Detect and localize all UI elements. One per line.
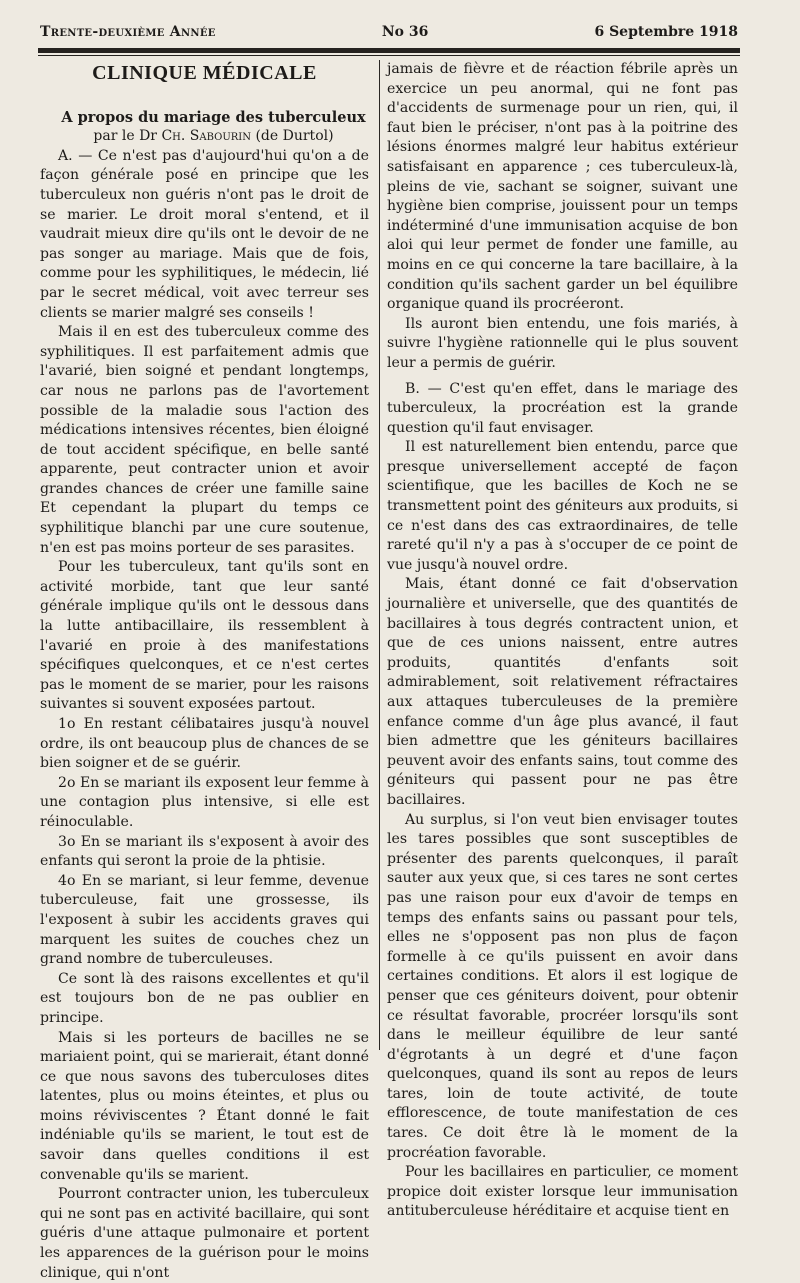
paragraph: Au surplus, si l'on veut bien envisager toutes les tares possibles que sont susceptibles de présenter des parents quelconques, il paraît sauter aux yeux que, si ces tares ne sont certes pas une raison pour eux d'avoir de temps en temps des enfants sains ou passant pour tels, elles ne s'opposent pas non plus de façon formelle à ce qu'ils puissent en avoir dans certaines conditions. Et alors il est logique de penser que ces géniteurs doivent, pour obtenir ce résultat favorable, procréer lorsqu'ils sont dans le meilleur équilibre de leur santé d'égrotants à un degré et d'une façon quelconques, quand ils sont au repos de leurs tares, loin de toute activité, de toute efflorescence, de toute manifestation de ces tares. Ce doit être là le moment de la procréation favorable. <box>387 811 738 1161</box>
paragraph: 4o En se mariant, si leur femme, devenue tuberculeuse, fait une grossesse, ils l'exposent à subir les accidents graves qui marquent les suites de couches chez un grand nombre de tuberculeuses. <box>40 872 369 968</box>
paragraph: B. — C'est qu'en effet, dans le mariage des tuberculeux, la procréation est la grande question qu'il faut envisager. <box>387 380 738 436</box>
issue-date: 6 Septembre 1918 <box>594 24 738 40</box>
section-title: CLINIQUE MÉDICALE <box>92 62 317 84</box>
byline-prefix: par le Dr <box>93 128 158 145</box>
byline-place: (de Durtol) <box>255 128 334 145</box>
volume-year: Trente-deuxième Année <box>40 24 216 40</box>
column-divider <box>379 60 380 1050</box>
paragraph: A. — Ce n'est pas d'aujourd'hui qu'on a de façon générale posé en principe que les tuberculeux non guéris n'ont pas le droit de se marier. Le droit moral s'entend, et il vaudrait mieux dire qu'ils ont le devoir de ne pas songer au mariage. Mais que de fois, comme pour les syphilitiques, le médecin, lié par le secret médical, voit avec terreur ses clients se marier malgré ses conseils ! <box>40 147 369 321</box>
paragraph: Pour les bacillaires en particulier, ce moment propice doit exister lorsque leur immunisation antituberculeuse héréditaire et acquise tient en <box>387 1164 738 1220</box>
byline-author: Ch. Sabourin <box>161 128 252 145</box>
article-byline <box>40 127 369 147</box>
paragraph: Mais, étant donné ce fait d'observation journalière et universelle, que des quantités de bacillaires à tous degrés contractent union, et que de ces unions naissent, entre autres produits, quantités d'enfants soit admirablement, soit relativement réfractaires aux attaques tuberculeuses de la première enfance comme d'un âge plus avancé, il faut bien admettre que les géniteurs bacillaires peuvent avoir des enfants sains, tout comme des géniteurs qui passent pour ne pas être bacillaires. <box>387 576 738 808</box>
left-column <box>40 60 369 1283</box>
issue-number: No 36 <box>381 24 429 40</box>
paragraph: Mais si les porteurs de bacilles ne se mariaient point, qui se marierait, étant donné ce que nous savons des tuberculoses dites latentes, plus ou moins éteintes, et plus ou moins réviviscentes ? Étant donné le fait indéniable qu'ils se marient, le tout est de savoir dans quelles conditions il est convenable qu'ils se marient. <box>40 1029 369 1183</box>
paragraph: 3o En se mariant ils s'exposent à avoir des enfants qui seront la proie de la phtisie. <box>40 833 369 870</box>
paragraph: Il est naturellement bien entendu, parce que presque universellement accepté de façon scientifique, que les bacilles de Koch ne se transmettent point des géniteurs aux produits, si ce n'est dans des cas extraordinaires, de telle rareté qu'il n'y a pas à s'occuper de ce point de vue jusqu'à nouvel ordre. <box>387 439 738 573</box>
paragraph: jamais de fièvre et de réaction fébrile après un exercice un peu anormal, qui ne font pas d'accidents de surmenage pour un rien, qui, il faut bien le préciser, n'ont pas à la poitrine des lésions énormes malgré leur habitus extérieur satisfaisant en apparence ; ces tuberculeux-là, pleins de vie, sachant se soigner, suivant une hygiène bien comprise, jouissent pour un temps indéterminé d'une immunisation acquise de bon aloi qui leur permet de fonder une famille, au moins en ce qui concerne la tare bacillaire, à la condition qu'ils sachent garder un bel équilibre organique quand ils procréeront. <box>387 61 738 313</box>
header-rule-thin <box>38 55 740 56</box>
paragraph: 2o En se mariant ils exposent leur femme à une contagion plus intensive, si elle est réinoculable. <box>40 774 369 830</box>
paragraph: Pourront contracter union, les tuberculeux qui ne sont pas en activité bacillaire, qui sont guéris d'une attaque pulmonaire et portent les apparences de la guérison pour le moins clinique, qui n'ont <box>40 1186 369 1281</box>
paragraph: Mais il en est des tuberculeux comme des syphilitiques. Il est parfaitement admis que l'avarié, bien soigné et pendant longtemps, car nous ne parlons pas de l'avortement possible de la maladie sous l'action des médications intensives récentes, bien éloigné de tout accident spécifique, en belle santé apparente, peut contracter union et avoir grandes chances de créer une famille saine Et cependant la plupart du temps ce syphilitique blanchi par une cure soutenue, n'en est pas moins porteur de ses parasites. <box>40 324 369 556</box>
paragraph: 1o En restant célibataires jusqu'à nouvel ordre, ils ont beaucoup plus de chances de se bien soigner et de se guérir. <box>40 716 369 772</box>
paragraph: Ils auront bien entendu, une fois mariés, à suivre l'hygiène rationnelle qui le plus souvent leur a permis de guérir. <box>387 315 738 371</box>
header-rule-thick <box>38 48 740 53</box>
running-header <box>40 24 738 40</box>
article-title: A propos du mariage des tuberculeux <box>61 108 366 126</box>
paragraph: Pour les tuberculeux, tant qu'ils sont en activité morbide, tant que leur santé générale implique qu'ils ont le dessous dans la lutte antibacillaire, ils ressemblent à l'avarié en proie à des manifestations spécifiques quelconques, et ce n'est certes pas le moment de se marier, pour les raisons suivantes si souvent exposées partout. <box>40 559 369 713</box>
right-column <box>387 60 738 1222</box>
paragraph: Ce sont là des raisons excellentes et qu'il est toujours bon de ne pas oublier en principe. <box>40 970 369 1026</box>
